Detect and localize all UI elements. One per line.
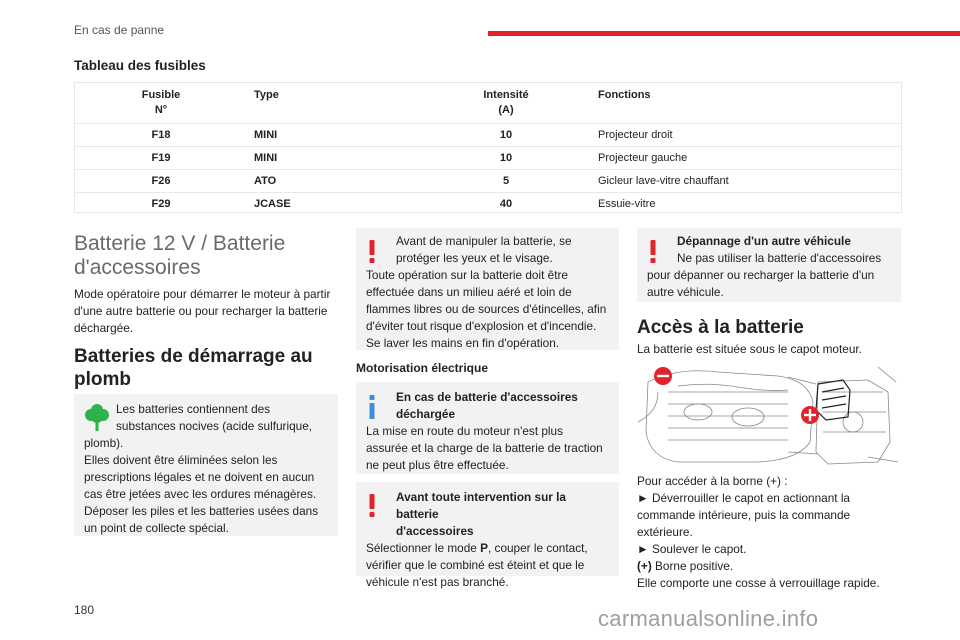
warning-text-line: Toute opération sur la batterie doit être	[366, 268, 568, 282]
eco-text-line: un point de collecte spécial.	[84, 521, 229, 535]
warning-text-line: Ne pas utiliser la batterie d'accessoires	[677, 251, 882, 265]
step-line: ► Soulever le capot.	[637, 542, 747, 556]
step-line: Pour accéder à la borne (+) :	[637, 474, 788, 488]
eco-text-line: Elles doivent être éliminées selon les	[84, 453, 278, 467]
info-title-line: En cas de batterie d'accessoires	[396, 390, 578, 404]
cell-function: Gicleur lave-vitre chauffant	[592, 170, 902, 193]
battery-intro: Mode opératoire pour démarrer le moteur à partir d'une autre batterie ou pour recharger la batterie déchargée.	[74, 287, 331, 335]
tree-eco-icon	[84, 402, 110, 432]
cell-fuse: F26	[74, 170, 248, 193]
step-line: extérieure.	[637, 525, 693, 539]
lead-battery-heading: Batteries de démarrage au plomb	[74, 346, 313, 390]
warning-exclamation-icon	[366, 238, 378, 264]
warning-exclamation-icon	[366, 492, 378, 518]
cell-function: Projecteur gauche	[592, 147, 902, 170]
fuse-table-title: Tableau des fusibles	[74, 58, 206, 73]
table-row	[74, 170, 902, 193]
header-accent-bar	[488, 31, 960, 36]
warning-title-line: Avant toute intervention sur la batterie	[396, 490, 566, 521]
cell-type: MINI	[248, 124, 420, 147]
warning-title-line: Dépannage d'un autre véhicule	[677, 234, 851, 248]
cell-type: ATO	[248, 170, 420, 193]
cell-intensity: 5	[420, 170, 592, 193]
battery-location-text: La batterie est située sous le capot moteur.	[637, 342, 862, 356]
step-line: (+) Borne positive.	[637, 559, 734, 573]
step-line: ► Déverrouiller le capot en actionnant la	[637, 491, 850, 505]
warning-text-line: pour dépanner ou recharger la batterie d'un	[647, 268, 875, 282]
eco-text-line: Les batteries contiennent des	[116, 402, 271, 416]
eco-text-line: Déposer les piles et les batteries usées dans	[84, 504, 319, 518]
warning-text-line: flammes libres ou de sources d'étincelles, afin	[366, 302, 607, 316]
info-text-line: ne peut plus être effectuée.	[366, 458, 509, 472]
cell-type: MINI	[248, 147, 420, 170]
cell-fuse: F29	[74, 193, 248, 216]
col-header-type: Type	[254, 89, 279, 101]
warning-box-other-vehicle	[637, 228, 901, 302]
warning-text-line: Se laver les mains en fin d'opération.	[366, 336, 560, 350]
cell-fuse: F19	[74, 147, 248, 170]
cell-type: JCASE	[248, 193, 420, 216]
eco-text-line: prescriptions légales et ne doivent en aucun	[84, 470, 315, 484]
page-number: 180	[74, 603, 95, 617]
warning-box-handling	[356, 228, 619, 350]
table-row	[74, 193, 902, 216]
cell-intensity: 40	[420, 193, 592, 216]
warning-exclamation-icon	[647, 238, 659, 264]
battery-section	[74, 232, 338, 280]
eco-notice-box	[74, 394, 338, 536]
info-title-line: déchargée	[396, 407, 456, 421]
col-header-intensity: Intensité (A)	[483, 89, 529, 116]
col-header-fuse: Fusible N°	[141, 89, 181, 116]
warning-title-line: d'accessoires	[396, 524, 474, 538]
electric-motor-subheading: Motorisation électrique	[356, 361, 489, 375]
battery-access-heading: Accès à la batterie	[637, 317, 804, 338]
cell-intensity: 10	[420, 124, 592, 147]
cell-function: Projecteur droit	[592, 124, 902, 147]
cell-function: Essuie-vitre	[592, 193, 902, 216]
info-box-discharged	[356, 382, 619, 474]
info-text-line: assurée et la charge de la batterie de traction	[366, 441, 603, 455]
warning-text-line: effectuée dans un milieu aéré et loin de	[366, 285, 572, 299]
warning-text-line: d'éviter tout risque d'explosion et d'incendie.	[366, 319, 597, 333]
step-line: Elle comporte une cosse à verrouillage rapide.	[637, 576, 880, 590]
engine-bay-illustration	[638, 362, 900, 470]
warning-text-line: Sélectionner le mode P, couper le contact,	[366, 541, 588, 555]
warning-text-line: autre véhicule.	[647, 285, 724, 299]
watermark: carmanualsonline.info	[598, 606, 819, 631]
info-icon	[366, 394, 378, 420]
warning-text-line: protéger les yeux et le visage.	[396, 251, 553, 265]
info-text-line: La mise en route du moteur n'est plus	[366, 424, 564, 438]
step-line: commande intérieure, puis la commande	[637, 508, 851, 522]
col-header-functions: Fonctions	[598, 89, 651, 101]
table-row	[74, 147, 902, 170]
fuse-table	[74, 82, 902, 215]
warning-box-intervention	[356, 482, 619, 589]
warning-text-line: Avant de manipuler la batterie, se	[396, 234, 572, 248]
warning-text-line: véhicule n'est pas branché.	[366, 575, 509, 589]
eco-text-line: cas être jetées avec les ordures ménagères.	[84, 487, 317, 501]
running-header: En cas de panne	[74, 23, 165, 37]
cell-intensity: 10	[420, 147, 592, 170]
table-row	[74, 124, 902, 147]
eco-text-line: substances nocives (acide sulfurique,	[116, 419, 313, 433]
fuse-table-header	[74, 82, 902, 124]
eco-text-line: plomb).	[84, 436, 124, 450]
cell-fuse: F18	[74, 124, 248, 147]
warning-text-line: vérifier que le combiné est éteint et que le	[366, 558, 585, 572]
battery-access-steps	[637, 473, 907, 592]
battery-section-title: Batterie 12 V / Batterie d'accessoires	[74, 232, 286, 279]
